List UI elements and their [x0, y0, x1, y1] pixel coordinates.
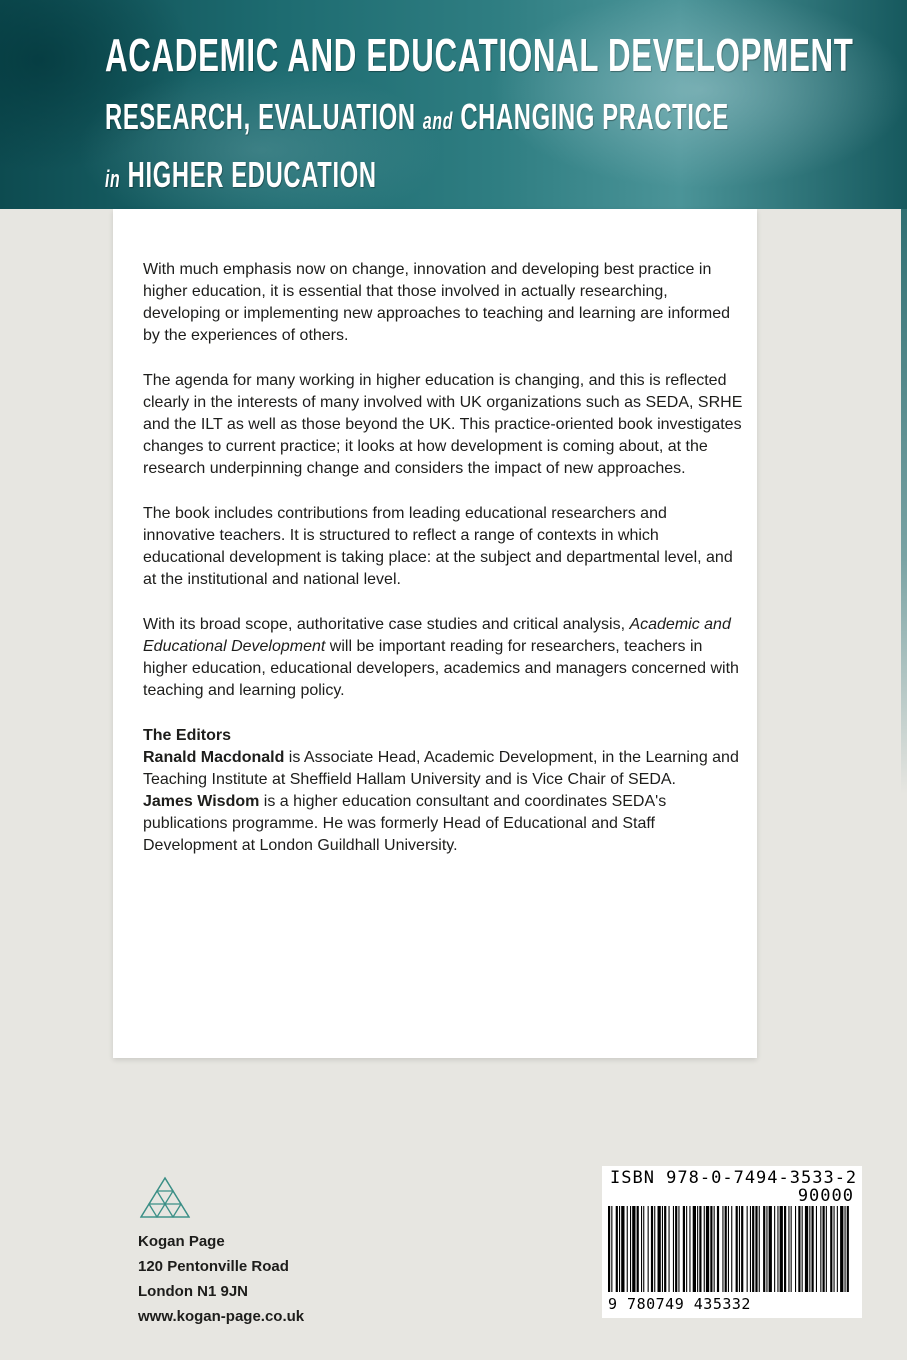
barcode-bar: [834, 1206, 835, 1292]
barcode-bar: [710, 1206, 712, 1292]
barcode-bar: [697, 1206, 698, 1292]
publisher-website: www.kogan-page.co.uk: [138, 1308, 305, 1325]
barcode-bar: [763, 1206, 765, 1292]
price-code: 90000: [797, 1186, 854, 1206]
book-subtitle-line2: in HIGHER EDUCATION: [105, 154, 377, 195]
barcode-bar: [664, 1206, 666, 1292]
barcode-bar: [678, 1206, 679, 1292]
barcode-bar: [641, 1206, 642, 1292]
book-title-italic: Academic and Educational Development: [143, 616, 731, 655]
blurb-text: [143, 259, 743, 857]
barcode-bar: [731, 1206, 732, 1292]
barcode-bar: [747, 1206, 748, 1292]
barcode-bar: [725, 1206, 727, 1292]
barcode-bar: [812, 1206, 814, 1292]
barcode-bar: [777, 1206, 778, 1292]
barcode-box: [602, 1166, 862, 1318]
barcode-bar: [611, 1206, 612, 1292]
barcode-bar: [637, 1206, 639, 1292]
barcode-bar: [741, 1206, 743, 1292]
barcode-bar: [619, 1206, 620, 1292]
barcode-bar: [816, 1206, 817, 1292]
cover-header: [0, 0, 907, 209]
barcode-bar: [714, 1206, 715, 1292]
barcode-bar: [689, 1206, 690, 1292]
barcode-bar: [662, 1206, 663, 1292]
book-title: ACADEMIC AND EDUCATIONAL DEVELOPMENT: [105, 29, 854, 81]
barcode-bar: [791, 1206, 792, 1292]
barcode-bar: [830, 1206, 832, 1292]
barcode-bar: [759, 1206, 760, 1292]
barcode-bar: [788, 1206, 789, 1292]
barcode-bar: [826, 1206, 827, 1292]
editor-2-name: James Wisdom: [143, 793, 260, 810]
barcode-bar: [769, 1206, 772, 1292]
barcode-bar: [736, 1206, 738, 1292]
barcode-bar: [632, 1206, 635, 1292]
barcode-bar: [722, 1206, 723, 1292]
barcode-bar: [621, 1206, 624, 1292]
barcode-bar: [823, 1206, 825, 1292]
barcode-bar: [654, 1206, 655, 1292]
blurb-paragraph-4: With its broad scope, authoritative case studies and critical analysis, Academic and Educational Development will be important reading for researchers, teachers in higher education, educational developers, academics and managers concerned with teaching and learning policy.: [143, 616, 739, 699]
ean-number: 9 780749 435332: [608, 1295, 751, 1313]
barcode-bar: [802, 1206, 803, 1292]
barcode-bar: [651, 1206, 653, 1292]
barcode-bar: [798, 1206, 800, 1292]
barcode-bar: [686, 1206, 687, 1292]
barcode-bar: [774, 1206, 775, 1292]
barcode-bar: [673, 1206, 674, 1292]
barcode-bar: [630, 1206, 631, 1292]
publisher-name: Kogan Page: [138, 1233, 225, 1250]
isbn-text: ISBN 978-0-7494-3533-2: [610, 1168, 858, 1188]
ean-barcode: [608, 1206, 856, 1294]
publisher-address-1: 120 Pentonville Road: [138, 1258, 289, 1275]
barcode-bar: [693, 1206, 696, 1292]
barcode-bar: [616, 1206, 618, 1292]
barcode-bar: [669, 1206, 670, 1292]
barcode-bar: [847, 1206, 849, 1292]
barcode-bar: [704, 1206, 705, 1292]
barcode-bar: [840, 1206, 843, 1292]
barcode-bar: [648, 1206, 649, 1292]
blurb-paragraph-2: The agenda for many working in higher education is changing, and this is reflected clearly in the interests of many involved with UK organizations such as SEDA, SRHE and the ILT as well as those beyond the UK. This practice-oriented book investigates changes to current practice; it looks at how development is coming about, at the research underpinning change and considers the impact of new approaches.: [143, 372, 743, 477]
blurb-panel: [113, 209, 757, 1058]
editors-section: [143, 725, 743, 857]
publisher-address-2: London N1 9JN: [138, 1283, 249, 1300]
barcode-bar: [739, 1206, 740, 1292]
blurb-paragraph-3: The book includes contributions from leading educational researchers and innovative teachers. It is structured to reflect a range of contexts in which educational development is taking place: at the subject and departmental level, and at the institutional and national level.: [143, 505, 733, 588]
barcode-bar: [683, 1206, 685, 1292]
barcode-bar: [805, 1206, 808, 1292]
barcode-bar: [837, 1206, 838, 1292]
barcode-bar: [728, 1206, 729, 1292]
barcode-bar: [845, 1206, 846, 1292]
barcode-bar: [784, 1206, 786, 1292]
spine-edge-strip: [901, 209, 907, 794]
barcode-bar: [627, 1206, 628, 1292]
barcode-bar: [766, 1206, 767, 1292]
barcode-bar: [795, 1206, 796, 1292]
barcode-bar: [809, 1206, 810, 1292]
blurb-paragraph-1: With much emphasis now on change, innovation and developing best practice in higher education, it is essential that those involved in actually researching, developing or implementing new approaches to teaching and learning are informed by the experiences of others.: [143, 261, 731, 344]
barcode-bar: [658, 1206, 661, 1292]
barcode-bar: [780, 1206, 783, 1292]
kogan-page-logo-icon: [138, 1176, 192, 1224]
barcode-bar: [706, 1206, 709, 1292]
editors-heading: The Editors: [143, 727, 232, 744]
editor-1: Ranald Macdonald is Associate Head, Academic Development, in the Learning and Teaching Institute at Sheffield Hallam University and is Vice Chair of SEDA.: [143, 749, 739, 788]
barcode-bar: [717, 1206, 719, 1292]
barcode-bar: [820, 1206, 821, 1292]
editor-2: James Wisdom is a higher education consultant and coordinates SEDA's publications programme. He was formerly Head of Educational and Staff Development at London Guildhall University.: [143, 793, 667, 854]
barcode-bar: [643, 1206, 644, 1292]
editor-1-name: Ranald Macdonald: [143, 749, 285, 766]
book-subtitle-line1: RESEARCH, EVALUATION and CHANGING PRACTICE: [105, 96, 729, 137]
barcode-bar: [752, 1206, 754, 1292]
barcode-bar: [608, 1206, 610, 1292]
publisher-block: [138, 1176, 304, 1329]
barcode-bar: [675, 1206, 677, 1292]
barcode-bar: [699, 1206, 701, 1292]
barcode-bar: [755, 1206, 757, 1292]
barcode-bar: [750, 1206, 751, 1292]
